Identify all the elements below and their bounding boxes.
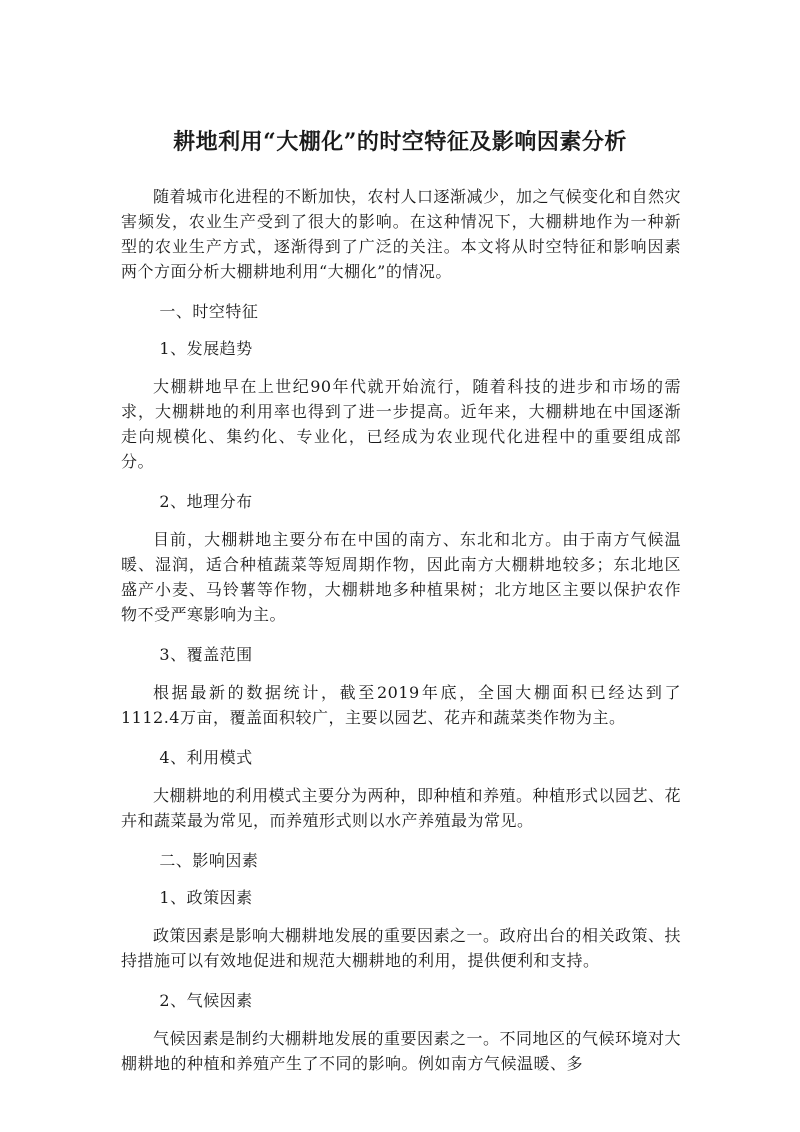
paragraph-trend: 大棚耕地早在上世纪90年代就开始流行，随着科技的进步和市场的需求，大棚耕地的利用率也得到了进一步提高。近年来，大棚耕地在中国逐渐走向规模化、集约化、专业化，已经成为农业现代化进程中的重要组成部分。 — [121, 377, 681, 471]
subheading-climate: 2、气候因素 — [159, 991, 253, 1010]
document-title: 耕地利用“大棚化”的时空特征及影响因素分析 — [173, 128, 627, 155]
subheading-coverage: 3、覆盖范围 — [159, 645, 253, 664]
paragraph-geography: 目前，大棚耕地主要分布在中国的南方、东北和北方。由于南方气候温暖、湿润，适合种植蔬菜等短周期作物，因此南方大棚耕地较多；东北地区盛产小麦、马铃薯等作物，大棚耕地多种植果树；北方地区主要以保护农作物不受严寒影响为主。 — [121, 530, 681, 624]
paragraph-policy: 政策因素是影响大棚耕地发展的重要因素之一。政府出台的相关政策、扶持措施可以有效地促进和规范大棚耕地的利用，提供便利和支持。 — [121, 926, 682, 970]
paragraph-coverage: 根据最新的数据统计，截至2019年底，全国大棚面积已经达到了1112.4万亩，覆盖面积较广，主要以园艺、花卉和蔬菜类作物为主。 — [121, 683, 681, 727]
subheading-usage-mode: 4、利用模式 — [159, 748, 253, 767]
subheading-geography: 2、地理分布 — [159, 492, 253, 511]
subheading-trend: 1、发展趋势 — [159, 339, 253, 358]
paragraph-climate: 气候因素是制约大棚耕地发展的重要因素之一。不同地区的气候环境对大棚耕地的种植和养殖产生了不同的影响。例如南方气候温暖、多 — [121, 1029, 682, 1073]
intro-paragraph: 随着城市化进程的不断加快，农村人口逐渐减少，加之气候变化和自然灾害频发，农业生产受到了很大的影响。在这种情况下，大棚耕地作为一种新型的农业生产方式，逐渐得到了广泛的关注。本文将从时空特征和影响因素两个方面分析大棚耕地利用“大棚化”的情况。 — [121, 187, 682, 281]
subheading-policy: 1、政策因素 — [159, 888, 253, 907]
section-heading-factors: 二、影响因素 — [159, 851, 259, 870]
section-heading-spatiotemporal: 一、时空特征 — [159, 302, 259, 321]
paragraph-usage-mode: 大棚耕地的利用模式主要分为两种，即种植和养殖。种植形式以园艺、花卉和蔬菜最为常见，而养殖形式则以水产养殖最为常见。 — [121, 786, 682, 830]
document-body — [121, 184, 681, 1092]
